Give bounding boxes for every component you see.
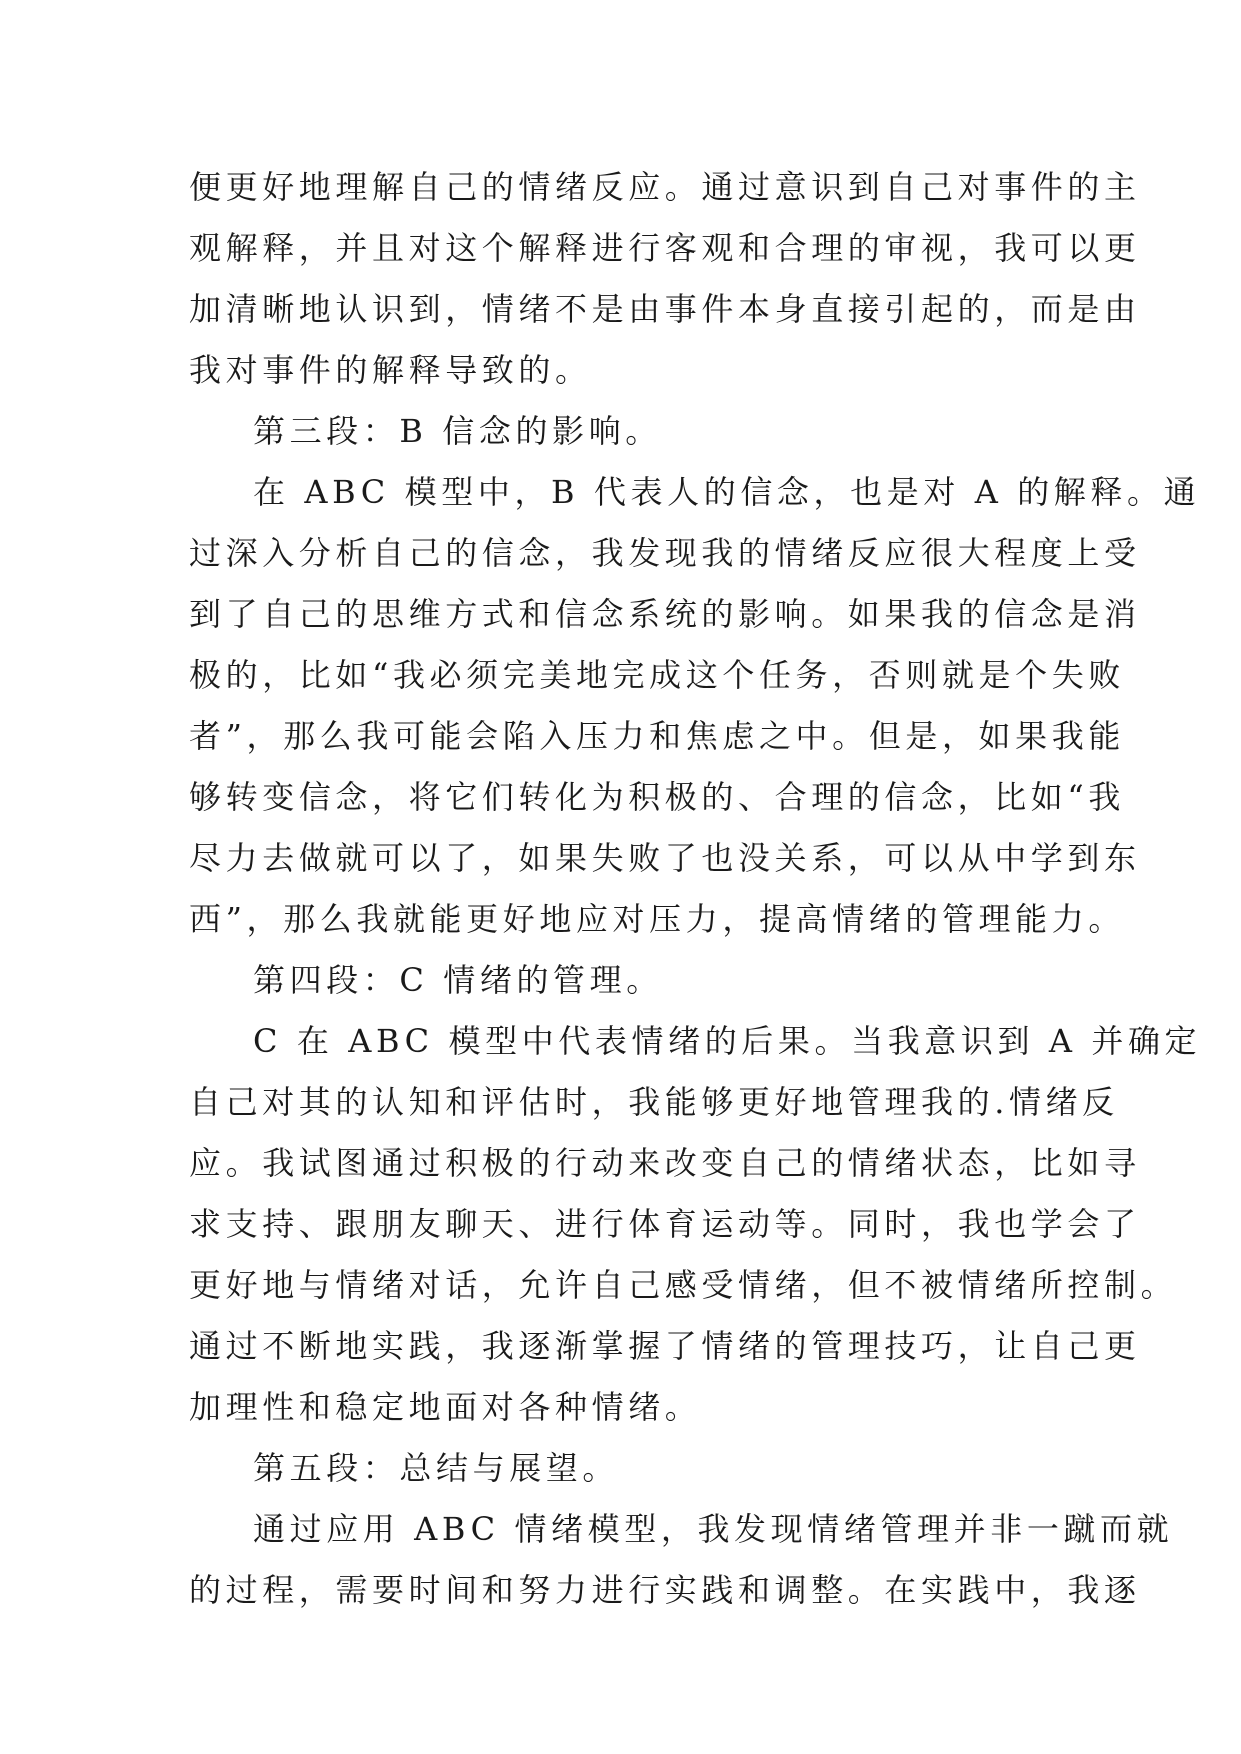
section-heading-5: 第五段：总结与展望。 xyxy=(253,1449,620,1487)
text-line: 尽力去做就可以了，如果失败了也没关系，可以从中学到东 xyxy=(189,839,1141,877)
section-heading-3: 第三段：B 信念的影响。 xyxy=(253,412,662,450)
text-line: 过深入分析自己的信念，我发现我的情绪反应很大程度上受 xyxy=(189,534,1141,572)
text-line: 的过程，需要时间和努力进行实践和调整。在实践中，我逐 xyxy=(189,1571,1141,1609)
text-line: 自己对其的认知和评估时，我能够更好地管理我的.情绪反 xyxy=(189,1083,1119,1121)
text-line: 便更好地理解自己的情绪反应。通过意识到自己对事件的主 xyxy=(189,168,1141,206)
section-heading-4: 第四段：C 情绪的管理。 xyxy=(253,961,663,999)
text-line: 求支持、跟朋友聊天、进行体育运动等。同时，我也学会了 xyxy=(189,1205,1141,1243)
text-line: 通过应用 ABC 情绪模型，我发现情绪管理并非一蹴而就 xyxy=(253,1510,1174,1548)
text-line: 在 ABC 模型中，B 代表人的信念，也是对 A 的解释。通 xyxy=(253,473,1201,511)
text-line: 更好地与情绪对话，允许自己感受情绪，但不被情绪所控制。 xyxy=(189,1266,1178,1304)
text-line: 者”，那么我可能会陷入压力和焦虑之中。但是，如果我能 xyxy=(189,717,1125,755)
text-line: 我对事件的解释导致的。 xyxy=(189,351,592,389)
text-line: 西”，那么我就能更好地应对压力，提高情绪的管理能力。 xyxy=(189,900,1125,938)
body-text xyxy=(189,157,1202,1621)
text-line: 通过不断地实践，我逐渐掌握了情绪的管理技巧，让自己更 xyxy=(189,1327,1141,1365)
text-line: 观解释，并且对这个解释进行客观和合理的审视，我可以更 xyxy=(189,229,1141,267)
text-line: 应。我试图通过积极的行动来改变自己的情绪状态，比如寻 xyxy=(189,1144,1141,1182)
text-line: C 在 ABC 模型中代表情绪的后果。当我意识到 A 并确定 xyxy=(253,1022,1202,1060)
text-line: 极的，比如“我必须完美地完成这个任务，否则就是个失败 xyxy=(189,656,1125,694)
text-line: 够转变信念，将它们转化为积极的、合理的信念，比如“我 xyxy=(189,778,1125,816)
text-line: 加清晰地认识到，情绪不是由事件本身直接引起的，而是由 xyxy=(189,290,1141,328)
text-line: 加理性和稳定地面对各种情绪。 xyxy=(189,1388,702,1426)
text-line: 到了自己的思维方式和信念系统的影响。如果我的信念是消 xyxy=(189,595,1141,633)
